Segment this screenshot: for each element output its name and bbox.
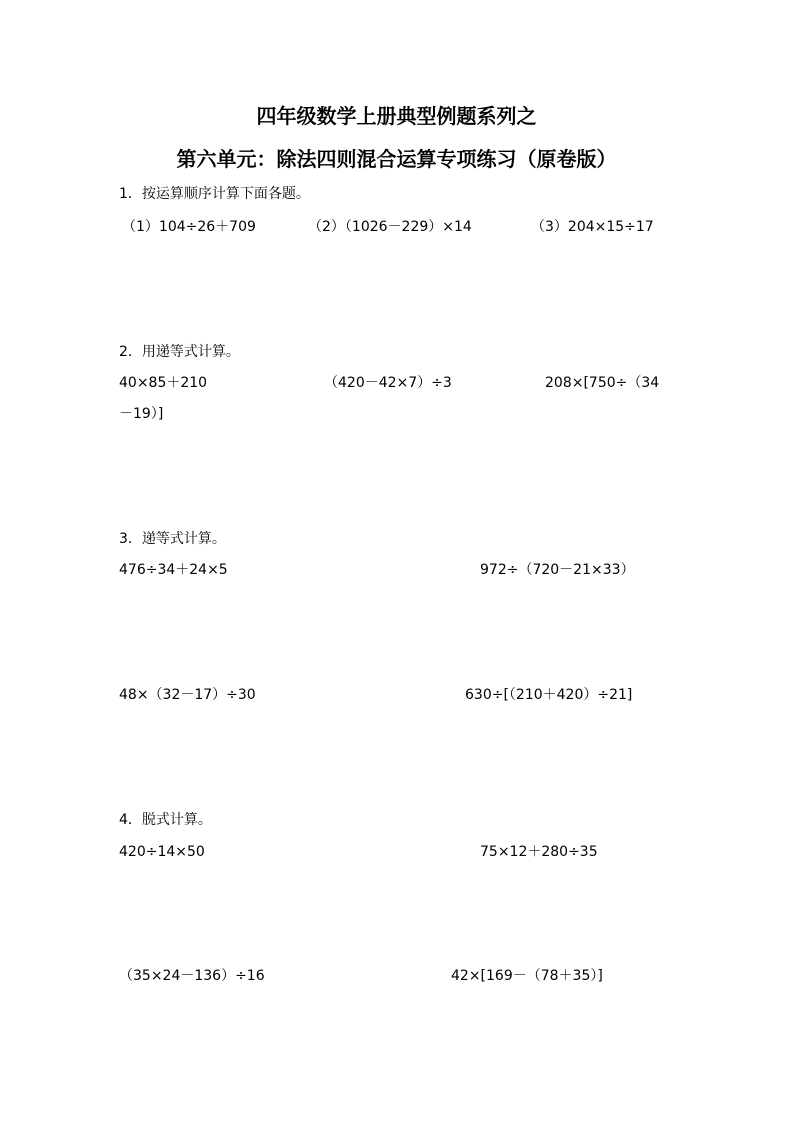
question-4-item-4: 42×[169－（78＋35）] — [451, 968, 603, 984]
question-2-item-3-continued: －19）] — [119, 406, 164, 422]
question-1-item-1: （1）104÷26＋709 — [122, 219, 256, 235]
question-4-item-2: 75×12＋280÷35 — [480, 844, 598, 860]
question-3-item-2: 972÷（720－21×33） — [480, 562, 635, 578]
question-2-heading: 2．用递等式计算。 — [119, 344, 240, 360]
question-4-heading: 4．脱式计算。 — [119, 812, 212, 828]
question-3-item-4: 630÷[（210＋420）÷21] — [465, 687, 633, 703]
question-1-item-3: （3）204×15÷17 — [531, 219, 654, 235]
question-2-item-2: （420－42×7）÷3 — [324, 375, 452, 391]
page-subtitle: 第六单元：除法四则混合运算专项练习（原卷版） — [176, 147, 617, 171]
question-4-item-3: （35×24－136）÷16 — [119, 968, 265, 984]
question-3-item-3: 48×（32－17）÷30 — [119, 687, 256, 703]
question-1-heading: 1．按运算顺序计算下面各题。 — [119, 186, 310, 202]
question-3-heading: 3．递等式计算。 — [119, 531, 226, 547]
question-2-item-3: 208×[750÷（34 — [545, 375, 660, 391]
question-4-item-1: 420÷14×50 — [119, 844, 205, 860]
question-3-item-1: 476÷34＋24×5 — [119, 562, 228, 578]
question-2-item-1: 40×85＋210 — [119, 375, 208, 391]
page-title: 四年级数学上册典型例题系列之 — [256, 104, 537, 128]
question-1-item-2: （2）（1026－229）×14 — [308, 219, 472, 235]
